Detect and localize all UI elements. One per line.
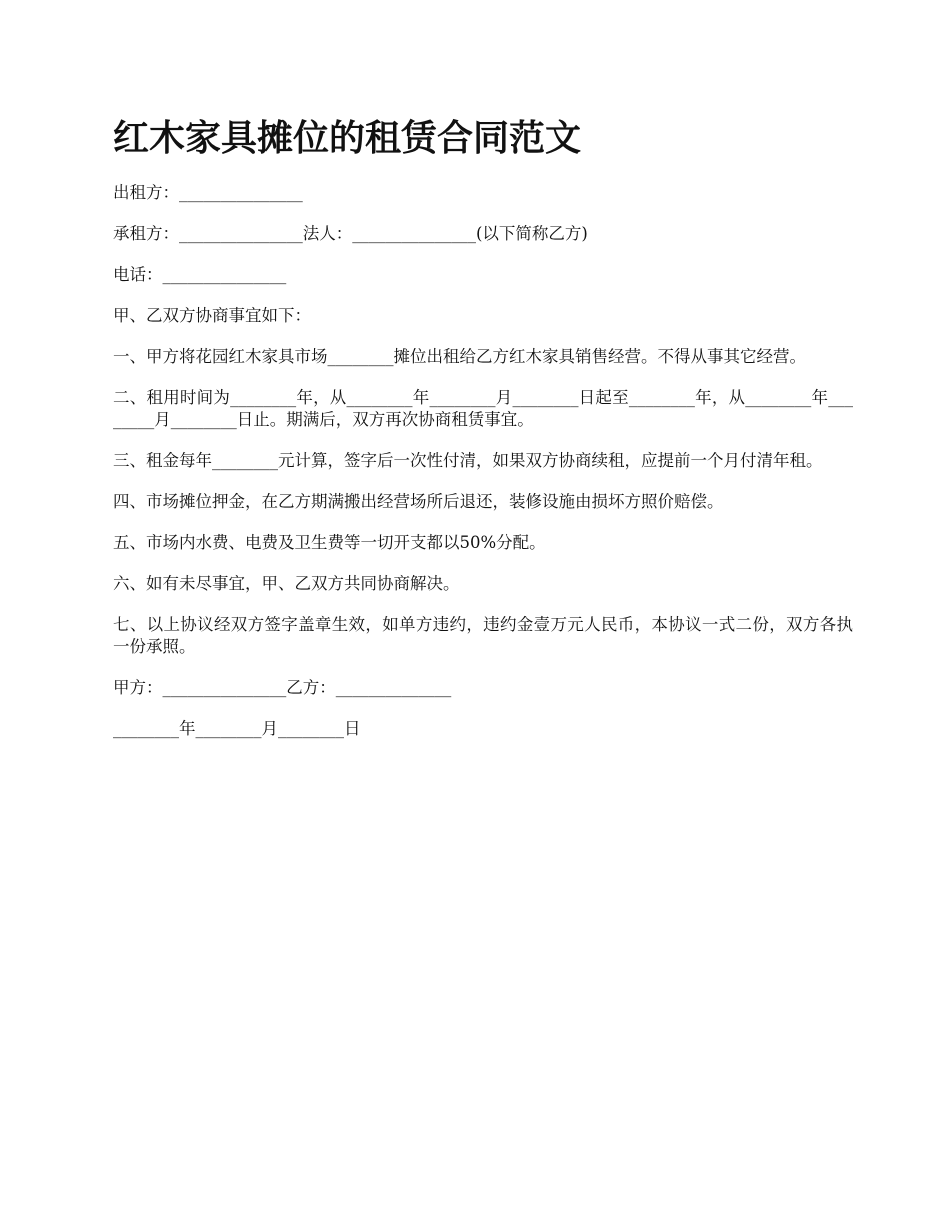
clause-3: 三、租金每年________元计算，签字后一次性付清，如果双方协商续租，应提前一个月付清年租。 [113, 451, 823, 470]
clause-5: 五、市场内水费、电费及卫生费等一切开支都以50%分配。 [113, 533, 546, 552]
lessor-line: 出租方：_______________ [113, 183, 303, 202]
phone-line: 电话：_______________ [113, 265, 287, 284]
clause-7: 七、以上协议经双方签字盖章生效，如单方违约，违约金壹万元人民币，本协议一式二份，双方各执一份承照。 [113, 615, 853, 656]
clause-1: 一、甲方将花园红木家具市场________摊位出租给乙方红木家具销售经营。不得从事其它经营。 [113, 347, 806, 366]
intro-line: 甲、乙双方协商事宜如下： [113, 306, 311, 325]
signature-line: 甲方：_______________乙方：______________ [113, 678, 452, 697]
clause-6: 六、如有未尽事宜，甲、乙双方共同协商解决。 [113, 574, 460, 593]
date-line: ________年________月________日 [113, 719, 361, 738]
document-title: 红木家具摊位的租赁合同范文 [113, 117, 582, 159]
clause-4: 四、市场摊位押金，在乙方期满搬出经营场所后退还，装修设施由损坏方照价赔偿。 [113, 492, 724, 511]
document-page [113, 112, 853, 759]
clause-2: 二、租用时间为________年，从________年________月________日起至________年，从________年________月________日止。期满后，双方再次协商租赁事宜。 [113, 388, 853, 429]
lessee-line: 承租方：_______________法人：_______________(以下简称乙方) [113, 224, 588, 243]
